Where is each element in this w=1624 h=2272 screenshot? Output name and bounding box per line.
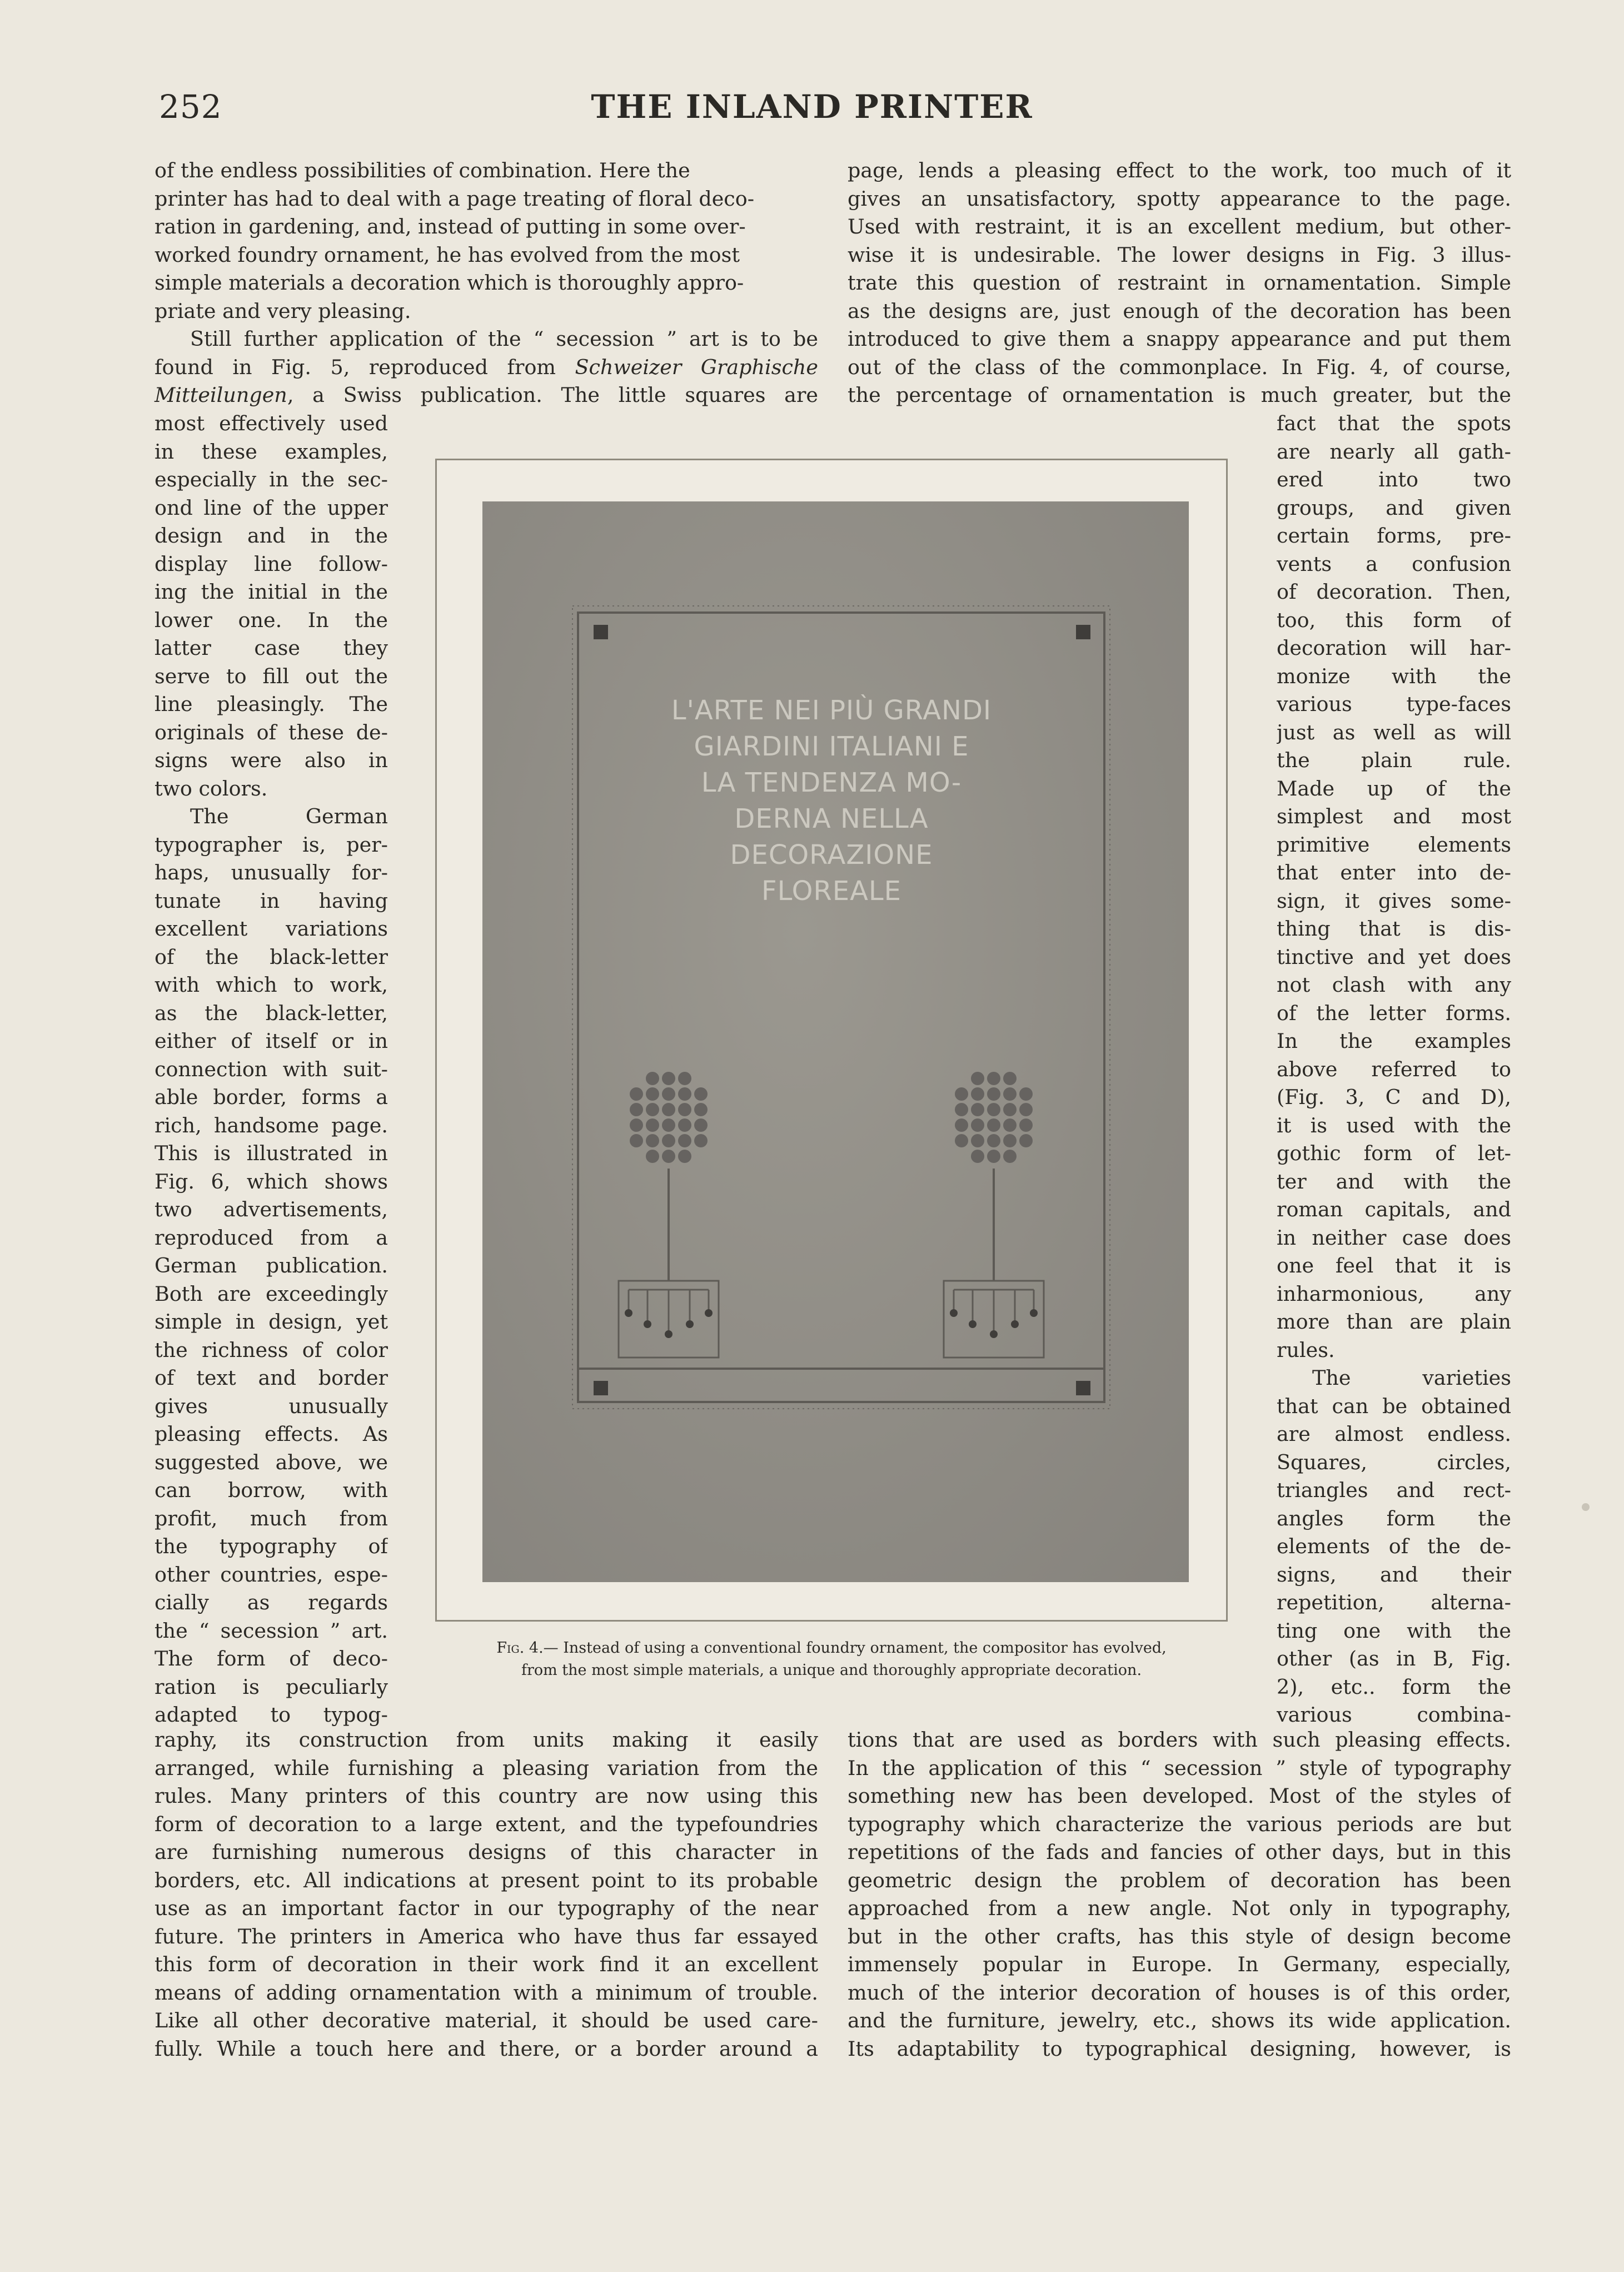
text-line: priate and very pleasing. bbox=[155, 299, 411, 323]
text-line: other countries, espe- bbox=[155, 1562, 388, 1587]
text-line: reproduced from a bbox=[155, 1225, 388, 1250]
ornament-dot bbox=[678, 1118, 691, 1132]
text-line: most effectively used bbox=[155, 411, 388, 435]
text-line: thing that is dis- bbox=[1277, 917, 1511, 941]
text-line: tions that are used as borders with such pleasing effects. bbox=[848, 1728, 1511, 1752]
text-line: gives unusually bbox=[155, 1394, 388, 1418]
ornament-pendant-dot bbox=[625, 1309, 632, 1317]
text-line: in neither case does bbox=[1277, 1225, 1511, 1250]
text-line: it is used with the bbox=[1277, 1113, 1511, 1137]
text-line: able border, forms a bbox=[155, 1085, 388, 1109]
text-line: printer has had to deal with a page treating of floral deco- bbox=[155, 186, 755, 211]
text-line: fully. While a touch here and there, or a border around a bbox=[155, 2036, 818, 2061]
text-line: in these examples, bbox=[155, 439, 388, 464]
ornament-pendant-dot bbox=[969, 1320, 977, 1328]
text-line: serve to fill out the bbox=[155, 664, 388, 688]
ornament-dot bbox=[955, 1087, 968, 1101]
text-line: either of itself or in bbox=[155, 1029, 388, 1053]
ornament-dot bbox=[678, 1134, 691, 1147]
ornament-drawing bbox=[482, 501, 1189, 1582]
ornament-dot bbox=[971, 1150, 984, 1163]
text-line: gothic form of let- bbox=[1277, 1141, 1511, 1165]
text-line: triangles and rect- bbox=[1277, 1478, 1511, 1502]
text-line: Like all other decorative material, it should be used care- bbox=[155, 2008, 818, 2032]
text-line: the “ secession ” art. bbox=[155, 1618, 388, 1643]
figure-title-line: GIARDINI ITALIANI E bbox=[694, 731, 969, 762]
text-line: connection with suit- bbox=[155, 1057, 388, 1081]
text-line: immensely popular in Europe. In Germany, especially, bbox=[848, 1952, 1511, 1976]
ornament-dot bbox=[678, 1087, 691, 1101]
text-line: line pleasingly. The bbox=[155, 692, 388, 716]
text-line: repetition, alterna- bbox=[1277, 1590, 1511, 1614]
ornament-dot bbox=[1003, 1087, 1017, 1101]
ornament-dot bbox=[971, 1118, 984, 1132]
text-line: wise it is undesirable. The lower designs in Fig. 3 illus- bbox=[848, 242, 1511, 267]
text-line: just as well as will bbox=[1277, 720, 1511, 744]
figure-caption bbox=[435, 1637, 1228, 1682]
text-line: of decoration. Then, bbox=[1277, 580, 1511, 604]
text-line: decoration will har- bbox=[1277, 636, 1511, 660]
text-line: repetitions of the fads and fancies of other days, but in this bbox=[848, 1840, 1511, 1864]
figure-title-line: DERNA NELLA bbox=[734, 803, 929, 834]
ornament-pendant-dot bbox=[990, 1330, 998, 1338]
ornament-dot bbox=[1019, 1087, 1033, 1101]
corner-square bbox=[1076, 625, 1090, 639]
ornament-pendant-dot bbox=[1011, 1320, 1019, 1328]
text-line: Still further application of the “ secession ” art is to be bbox=[190, 327, 818, 351]
text-line: typography which characterize the various periods are but bbox=[848, 1812, 1511, 1836]
text-line: the percentage of ornamentation is much greater, but the bbox=[848, 383, 1511, 407]
text-line: Used with restraint, it is an excellent medium, but other- bbox=[848, 215, 1511, 238]
page-number: 252 bbox=[159, 88, 222, 126]
text-line: latter case they bbox=[155, 636, 388, 660]
text-line: (Fig. 3, C and D), bbox=[1277, 1085, 1511, 1109]
text-line: ond line of the upper bbox=[155, 495, 388, 520]
text-line: can borrow, with bbox=[155, 1478, 388, 1502]
italic-title: Mitteilungen bbox=[155, 383, 287, 407]
ornament-dot bbox=[987, 1087, 1000, 1101]
text-line: other (as in B, Fig. bbox=[1277, 1647, 1511, 1671]
text-line: In the examples bbox=[1277, 1029, 1511, 1053]
ornament-dot bbox=[694, 1103, 708, 1116]
ornament-dot bbox=[971, 1134, 984, 1147]
text-line: Both are exceedingly bbox=[155, 1281, 388, 1306]
ornament-dot bbox=[987, 1118, 1000, 1132]
text-line: profit, much from bbox=[155, 1506, 388, 1530]
text-line: gives an unsatisfactory, spotty appearance to the page. bbox=[848, 186, 1511, 211]
ornament-dot bbox=[987, 1134, 1000, 1147]
ornament-dot bbox=[1003, 1072, 1017, 1085]
text-line: display line follow- bbox=[155, 551, 388, 576]
text-line: of the black-letter bbox=[155, 944, 388, 969]
ornament-dot bbox=[955, 1118, 968, 1132]
text-line: are furnishing numerous designs of this character in bbox=[155, 1840, 818, 1864]
ornament-dot bbox=[646, 1103, 659, 1116]
ornament-dot bbox=[1003, 1134, 1017, 1147]
text-line: adapted to typog- bbox=[155, 1703, 388, 1727]
text-line: ration is peculiarly bbox=[155, 1674, 388, 1699]
text-line: design and in the bbox=[155, 524, 388, 548]
text-line: page, lends a pleasing effect to the work, too much of it bbox=[848, 158, 1511, 182]
ornament-dot bbox=[694, 1134, 708, 1147]
paragraph bbox=[155, 325, 818, 410]
text-line: and the furniture, jewelry, etc., shows its wide application. bbox=[848, 2008, 1511, 2032]
ornament-dot bbox=[694, 1118, 708, 1132]
text-line: geometric design the problem of decoration has been bbox=[848, 1868, 1511, 1892]
text-line: worked foundry ornament, he has evolved from the most bbox=[155, 242, 740, 267]
text-line: not clash with any bbox=[1277, 973, 1511, 997]
text-line: pleasing effects. As bbox=[155, 1422, 388, 1446]
text-line: this form of decoration in their work find it an excellent bbox=[155, 1952, 818, 1976]
text-line: The form of deco- bbox=[155, 1647, 388, 1671]
text-line: especially in the sec- bbox=[155, 468, 388, 491]
text-line: are almost endless. bbox=[1277, 1422, 1511, 1446]
text-line: out of the class of the commonplace. In Fig. 4, of course, bbox=[848, 355, 1511, 379]
ornament-dot bbox=[630, 1118, 643, 1132]
italic-title: Schweizer Graphische bbox=[575, 355, 818, 379]
text-line: inharmonious, any bbox=[1277, 1281, 1511, 1306]
ornament-dot bbox=[646, 1150, 659, 1163]
ornament-dot bbox=[630, 1134, 643, 1147]
figure-illustration bbox=[482, 501, 1189, 1582]
text-line: are nearly all gath- bbox=[1277, 439, 1511, 464]
text-line: found in Fig. 5, reproduced from bbox=[155, 355, 575, 379]
ornament-dot bbox=[987, 1103, 1000, 1116]
ornament-dot bbox=[678, 1072, 691, 1085]
text-line: simple in design, yet bbox=[155, 1310, 388, 1334]
ornament-dot bbox=[646, 1118, 659, 1132]
paper-blemish bbox=[1582, 1503, 1590, 1511]
text-line: means of adding ornamentation with a minimum of trouble. bbox=[155, 1980, 818, 2005]
figure-title-line: LA TENDENZA MO- bbox=[701, 767, 962, 798]
ornament-dot bbox=[1003, 1103, 1017, 1116]
text-line: as the designs are, just enough of the decoration has been bbox=[848, 299, 1511, 323]
text-line: ered into two bbox=[1277, 468, 1511, 491]
text-line: the typography of bbox=[155, 1534, 388, 1558]
ornament-dot bbox=[971, 1072, 984, 1085]
text-line: tunate in having bbox=[155, 888, 388, 913]
text-line: The German bbox=[190, 804, 388, 828]
text-line: groups, and given bbox=[1277, 495, 1511, 520]
text-line: as the black-letter, bbox=[155, 1001, 388, 1025]
ornament-dot bbox=[662, 1134, 675, 1147]
text-line: Its adaptability to typographical designing, however, is bbox=[848, 2036, 1511, 2061]
ornament-pendant-dot bbox=[705, 1309, 713, 1317]
ornament-dot bbox=[971, 1087, 984, 1101]
text-line: sign, it gives some- bbox=[1277, 888, 1511, 913]
ornament-dot bbox=[694, 1087, 708, 1101]
text-line: angles form the bbox=[1277, 1506, 1511, 1530]
ornament-dot bbox=[630, 1103, 643, 1116]
caption-text: from the most simple materials, a unique and thoroughly appropriate decoration. bbox=[521, 1662, 1142, 1679]
caption-text: — Instead of using a conventional foundry ornament, the compositor has evolved, bbox=[543, 1639, 1167, 1657]
text-line: ing the initial in the bbox=[155, 580, 388, 604]
text-line: tinctive and yet does bbox=[1277, 944, 1511, 969]
text-line: cially as regards bbox=[155, 1590, 388, 1614]
text-line: 2), etc.. form the bbox=[1277, 1674, 1511, 1699]
text-line: rules. Many printers of this country are now using this bbox=[155, 1784, 818, 1808]
text-line: much of the interior decoration of houses is of this order, bbox=[848, 1980, 1511, 2005]
text-line: two advertisements, bbox=[155, 1197, 388, 1221]
text-line: signs were also in bbox=[155, 748, 388, 772]
text-line: rich, handsome page. bbox=[155, 1113, 388, 1137]
text-line: raphy, its construction from units making it easily bbox=[155, 1728, 818, 1752]
text-line: Squares, circles, bbox=[1277, 1450, 1511, 1474]
running-head: THE INLAND PRINTER bbox=[591, 88, 1033, 126]
text-line: German publication. bbox=[155, 1254, 388, 1277]
text-line: arranged, while furnishing a pleasing variation from the bbox=[155, 1756, 818, 1780]
text-line: lower one. In the bbox=[155, 608, 388, 632]
ornament-dot bbox=[971, 1103, 984, 1116]
text-line: introduced to give them a snappy appearance and put them bbox=[848, 327, 1511, 351]
caption-label: Fig. 4. bbox=[496, 1639, 544, 1657]
text-line: the plain rule. bbox=[1277, 748, 1511, 772]
text-line: suggested above, we bbox=[155, 1450, 388, 1474]
text-line: but in the other crafts, has this style of design become bbox=[848, 1924, 1511, 1948]
ornament-dot bbox=[1019, 1118, 1033, 1132]
ornament-dot bbox=[662, 1087, 675, 1101]
text-line: future. The printers in America who have thus far essayed bbox=[155, 1924, 818, 1948]
text-line: various type-faces bbox=[1277, 692, 1511, 716]
text-line: rules. bbox=[1277, 1338, 1335, 1362]
text-line: that enter into de- bbox=[1277, 861, 1511, 884]
text-line: fact that the spots bbox=[1277, 411, 1511, 435]
ornament-dot bbox=[955, 1103, 968, 1116]
corner-square bbox=[594, 625, 608, 639]
ornament-dot bbox=[678, 1103, 691, 1116]
ornament-dot bbox=[955, 1134, 968, 1147]
text-line: typographer is, per- bbox=[155, 832, 388, 857]
ornament-pendant-dot bbox=[686, 1320, 694, 1328]
text-line: ter and with the bbox=[1277, 1169, 1511, 1194]
ornament-dot bbox=[646, 1134, 659, 1147]
text-line: more than are plain bbox=[1277, 1310, 1511, 1334]
ornament-dot bbox=[1019, 1103, 1033, 1116]
ornament-pendant-dot bbox=[644, 1320, 651, 1328]
text-line: elements of the de- bbox=[1277, 1534, 1511, 1558]
ornament-dot bbox=[1003, 1118, 1017, 1132]
ornament-pendant-dot bbox=[950, 1309, 958, 1317]
text-line: Fig. 6, which shows bbox=[155, 1169, 388, 1194]
text-line: above referred to bbox=[1277, 1057, 1511, 1081]
text-line: of the letter forms. bbox=[1277, 1001, 1511, 1025]
text-line: simplest and most bbox=[1277, 804, 1511, 828]
ornament-dot bbox=[630, 1087, 643, 1101]
text-line: form of decoration to a large extent, and the typefoundries bbox=[155, 1812, 818, 1836]
text-line: simple materials a decoration which is thoroughly appro- bbox=[155, 271, 744, 295]
text-line: , a Swiss publication. The little squares are bbox=[287, 383, 818, 407]
text-line: This is illustrated in bbox=[155, 1141, 388, 1165]
paragraph bbox=[155, 157, 818, 325]
text-line: ting one with the bbox=[1277, 1618, 1511, 1643]
text-line: too, this form of bbox=[1277, 608, 1511, 632]
corner-square bbox=[594, 1381, 608, 1395]
text-line: the richness of color bbox=[155, 1338, 388, 1362]
ornament-dot bbox=[662, 1150, 675, 1163]
ornament-pendant-dot bbox=[665, 1330, 672, 1338]
text-line: certain forms, pre- bbox=[1277, 524, 1511, 548]
text-line: excellent variations bbox=[155, 917, 388, 941]
text-line: use as an important factor in our typography of the near bbox=[155, 1896, 818, 1920]
text-line: vents a confusion bbox=[1277, 551, 1511, 576]
text-line: originals of these de- bbox=[155, 720, 388, 744]
ornament-dot bbox=[987, 1150, 1000, 1163]
ornament-dot bbox=[678, 1150, 691, 1163]
text-line: two colors. bbox=[155, 776, 268, 801]
text-line: roman capitals, and bbox=[1277, 1197, 1511, 1221]
ornament-dot bbox=[662, 1103, 675, 1116]
text-line: of text and border bbox=[155, 1366, 388, 1390]
figure-title-line: FLOREALE bbox=[761, 876, 902, 907]
text-line: primitive elements bbox=[1277, 832, 1511, 857]
figure-title-line: L'ARTE NEI PIÙ GRANDI bbox=[671, 695, 992, 726]
text-line: one feel that it is bbox=[1277, 1254, 1511, 1277]
text-line: trate this question of restraint in ornamentation. Simple bbox=[848, 271, 1511, 295]
ornament-pendant-dot bbox=[1030, 1309, 1038, 1317]
text-line: In the application of this “ secession ” style of typography bbox=[848, 1756, 1511, 1780]
text-line: approached from a new angle. Not only in typography, bbox=[848, 1896, 1511, 1920]
text-line: with which to work, bbox=[155, 973, 388, 997]
text-line: haps, unusually for- bbox=[155, 861, 388, 884]
figure-title-line: DECORAZIONE bbox=[730, 839, 933, 871]
corner-square bbox=[1076, 1381, 1090, 1395]
text-line: that can be obtained bbox=[1277, 1394, 1511, 1418]
ornament-dot bbox=[646, 1072, 659, 1085]
text-line: signs, and their bbox=[1277, 1562, 1511, 1587]
ornament-dot bbox=[1019, 1134, 1033, 1147]
text-line: of the endless possibilities of combination. Here the bbox=[155, 158, 690, 182]
ornament-dot bbox=[646, 1087, 659, 1101]
text-line: borders, etc. All indications at present point to its probable bbox=[155, 1868, 818, 1892]
text-line: ration in gardening, and, instead of putting in some over- bbox=[155, 215, 746, 238]
ornament-dot bbox=[662, 1072, 675, 1085]
text-line: something new has been developed. Most of the styles of bbox=[848, 1784, 1511, 1808]
text-line: various combina- bbox=[1277, 1703, 1511, 1727]
ornament-dot bbox=[987, 1072, 1000, 1085]
text-line: monize with the bbox=[1277, 664, 1511, 688]
text-line: Made up of the bbox=[1277, 776, 1511, 801]
text-line: The varieties bbox=[1312, 1366, 1511, 1390]
ornament-dot bbox=[662, 1118, 675, 1132]
ornament-dot bbox=[1003, 1150, 1017, 1163]
